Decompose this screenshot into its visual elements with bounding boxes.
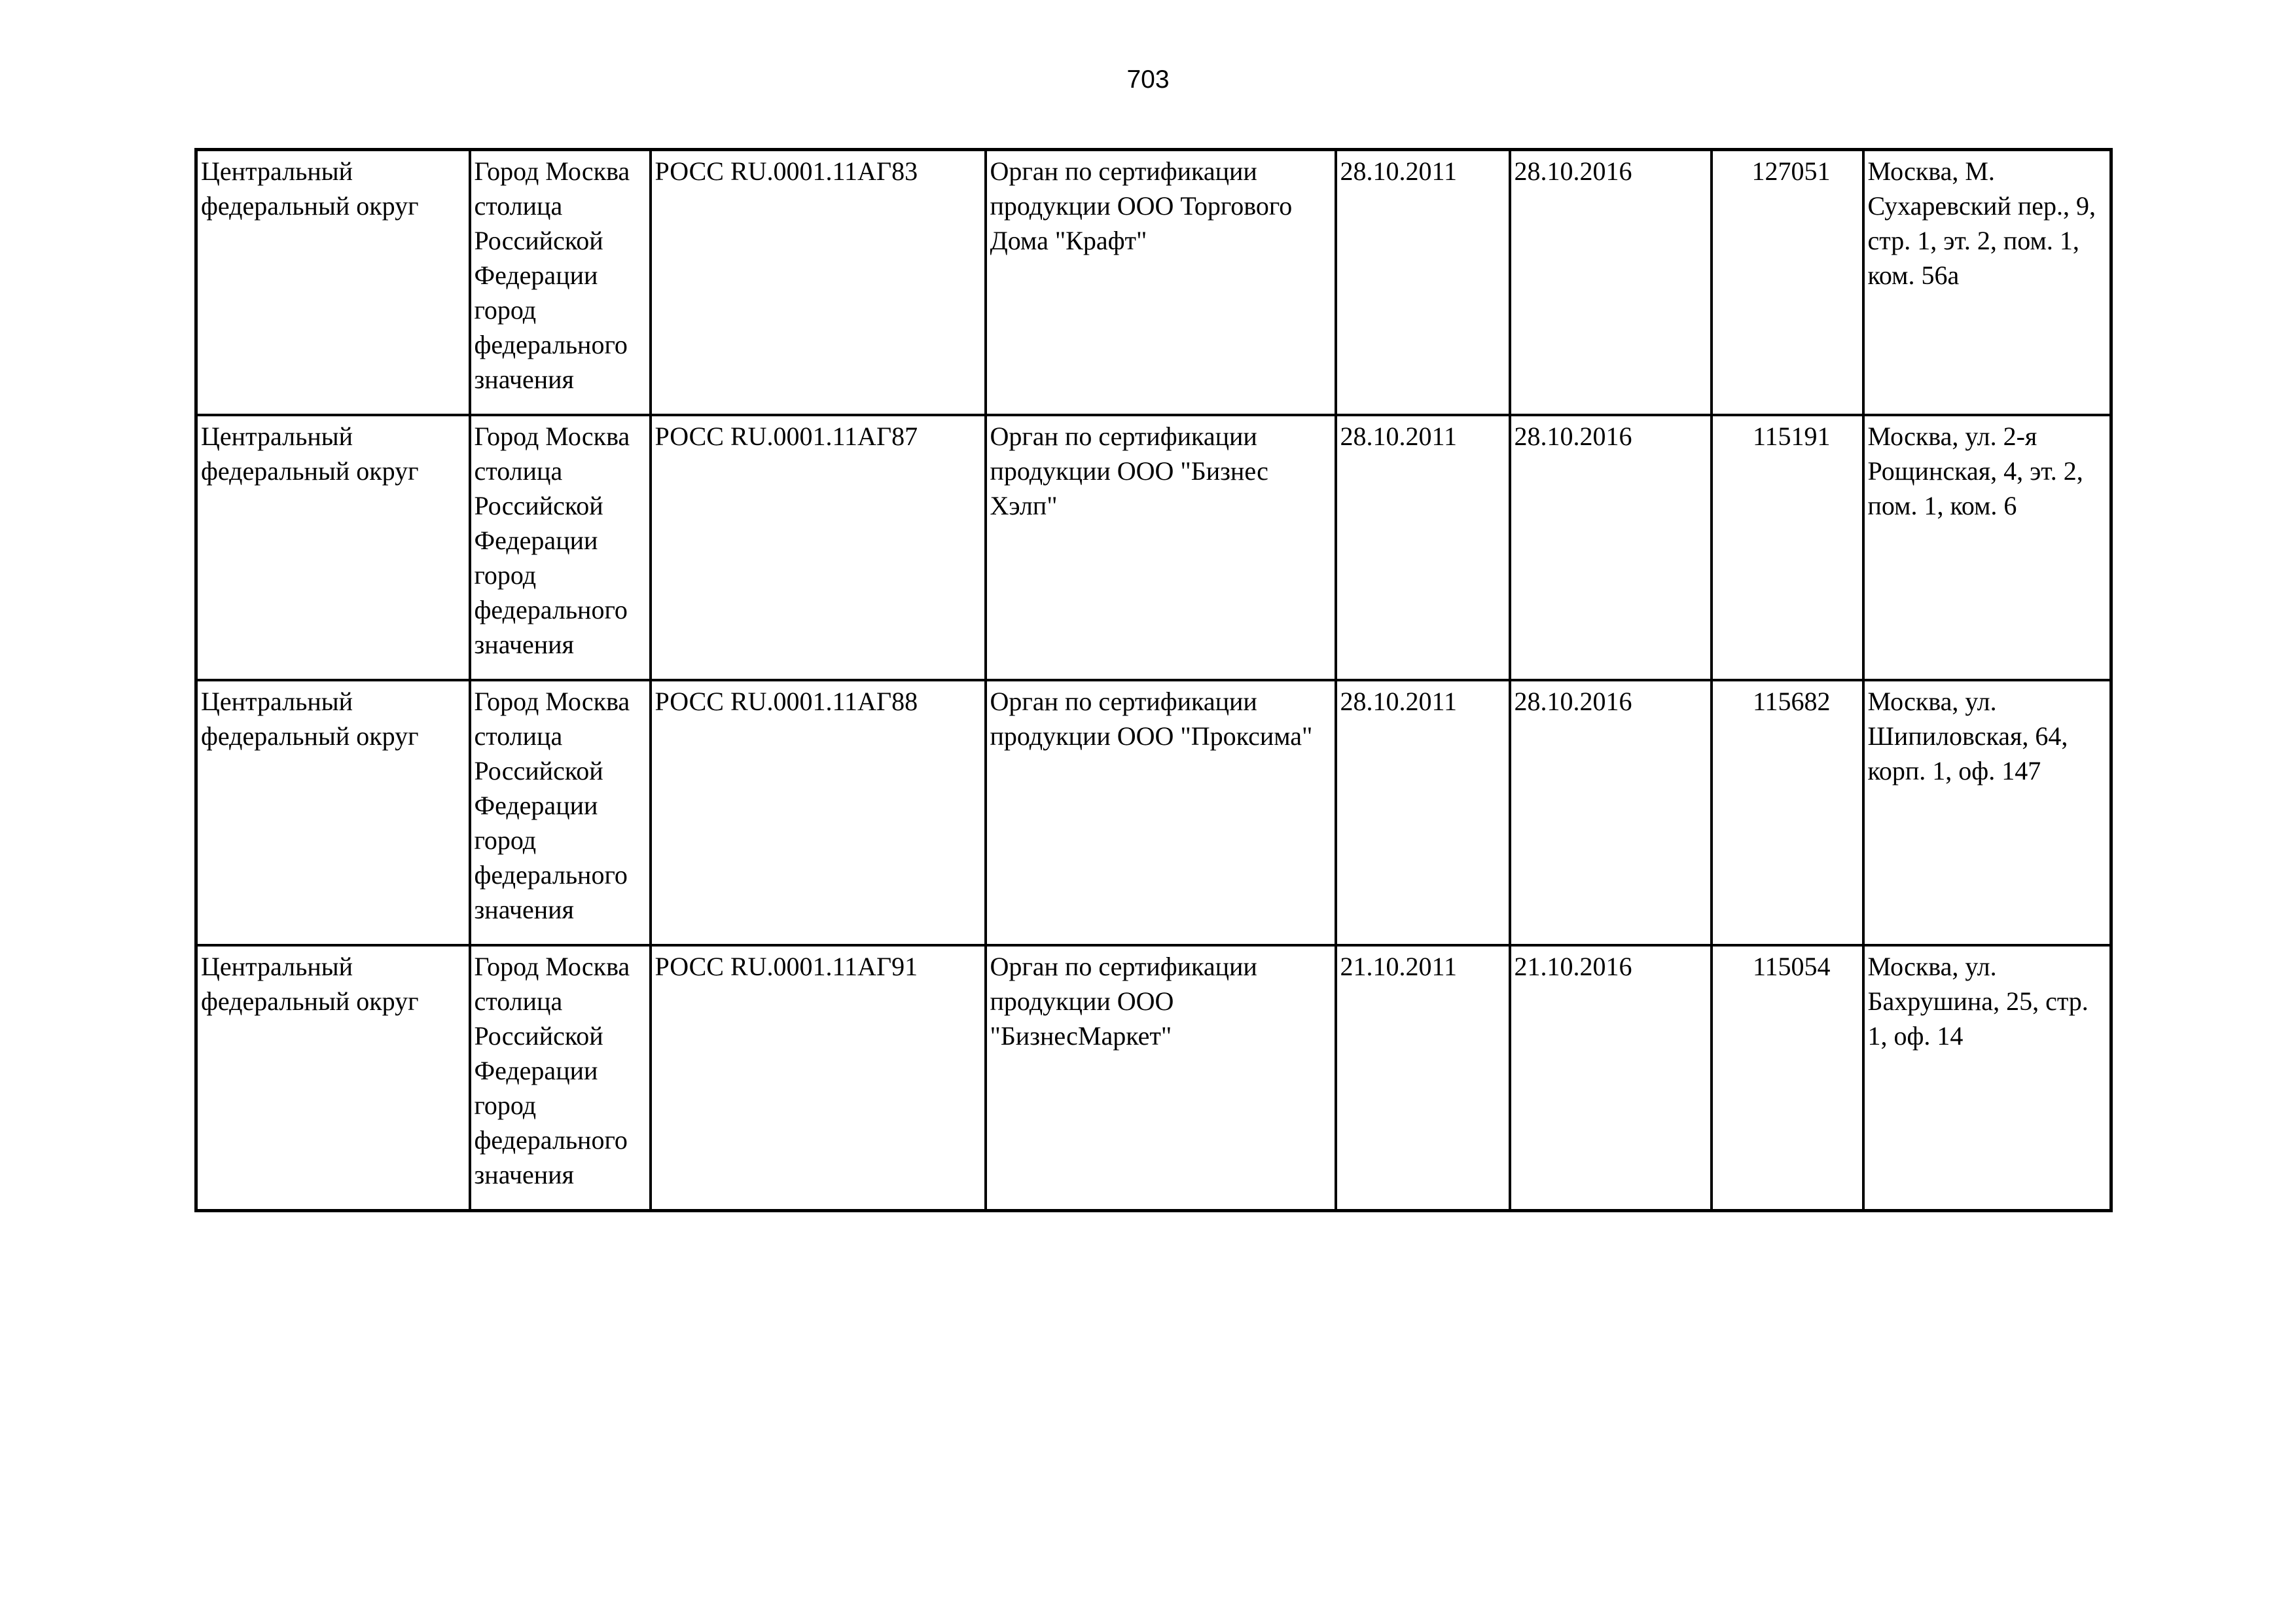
organization-cell: Орган по сертификации продукции ООО "Бизнес Хэлп" <box>986 415 1336 680</box>
date-to-cell: 28.10.2016 <box>1510 150 1712 416</box>
date-to-cell: 21.10.2016 <box>1510 945 1712 1211</box>
district-cell: Центральный федеральный округ <box>196 150 470 416</box>
district-cell: Центральный федеральный округ <box>196 680 470 945</box>
postcode-cell: 127051 <box>1712 150 1863 416</box>
certificate-number-cell: РОСС RU.0001.11АГ83 <box>651 150 986 416</box>
certificate-number-cell: РОСС RU.0001.11АГ87 <box>651 415 986 680</box>
table-row <box>196 150 2111 416</box>
address-cell: Москва, ул. Бахрушина, 25, стр. 1, оф. 14 <box>1863 945 2111 1211</box>
region-cell: Город Москва столица Российской Федерации город федерального значения <box>470 415 651 680</box>
district-cell: Центральный федеральный округ <box>196 945 470 1211</box>
region-cell: Город Москва столица Российской Федерации город федерального значения <box>470 150 651 416</box>
date-from-cell: 28.10.2011 <box>1336 680 1510 945</box>
certificate-number-cell: РОСС RU.0001.11АГ91 <box>651 945 986 1211</box>
address-cell: Москва, ул. Шипиловская, 64, корп. 1, оф. 147 <box>1863 680 2111 945</box>
table-row <box>196 945 2111 1211</box>
address-cell: Москва, ул. 2-я Рощинская, 4, эт. 2, пом. 1, ком. 6 <box>1863 415 2111 680</box>
address-cell: Москва, М. Сухаревский пер., 9, стр. 1, эт. 2, пом. 1, ком. 56а <box>1863 150 2111 416</box>
date-to-cell: 28.10.2016 <box>1510 680 1712 945</box>
date-from-cell: 28.10.2011 <box>1336 415 1510 680</box>
date-from-cell: 28.10.2011 <box>1336 150 1510 416</box>
date-to-cell: 28.10.2016 <box>1510 415 1712 680</box>
postcode-cell: 115682 <box>1712 680 1863 945</box>
table-row <box>196 415 2111 680</box>
table-row <box>196 680 2111 945</box>
district-cell: Центральный федеральный округ <box>196 415 470 680</box>
region-cell: Город Москва столица Российской Федерации город федерального значения <box>470 945 651 1211</box>
certification-registry-table <box>194 148 2113 1212</box>
organization-cell: Орган по сертификации продукции ООО Торгового Дома "Крафт" <box>986 150 1336 416</box>
organization-cell: Орган по сертификации продукции ООО "Проксима" <box>986 680 1336 945</box>
date-from-cell: 21.10.2011 <box>1336 945 1510 1211</box>
postcode-cell: 115191 <box>1712 415 1863 680</box>
postcode-cell: 115054 <box>1712 945 1863 1211</box>
certificate-number-cell: РОСС RU.0001.11АГ88 <box>651 680 986 945</box>
organization-cell: Орган по сертификации продукции ООО "БизнесМаркет" <box>986 945 1336 1211</box>
page-number: 703 <box>1126 65 1170 94</box>
region-cell: Город Москва столица Российской Федерации город федерального значения <box>470 680 651 945</box>
